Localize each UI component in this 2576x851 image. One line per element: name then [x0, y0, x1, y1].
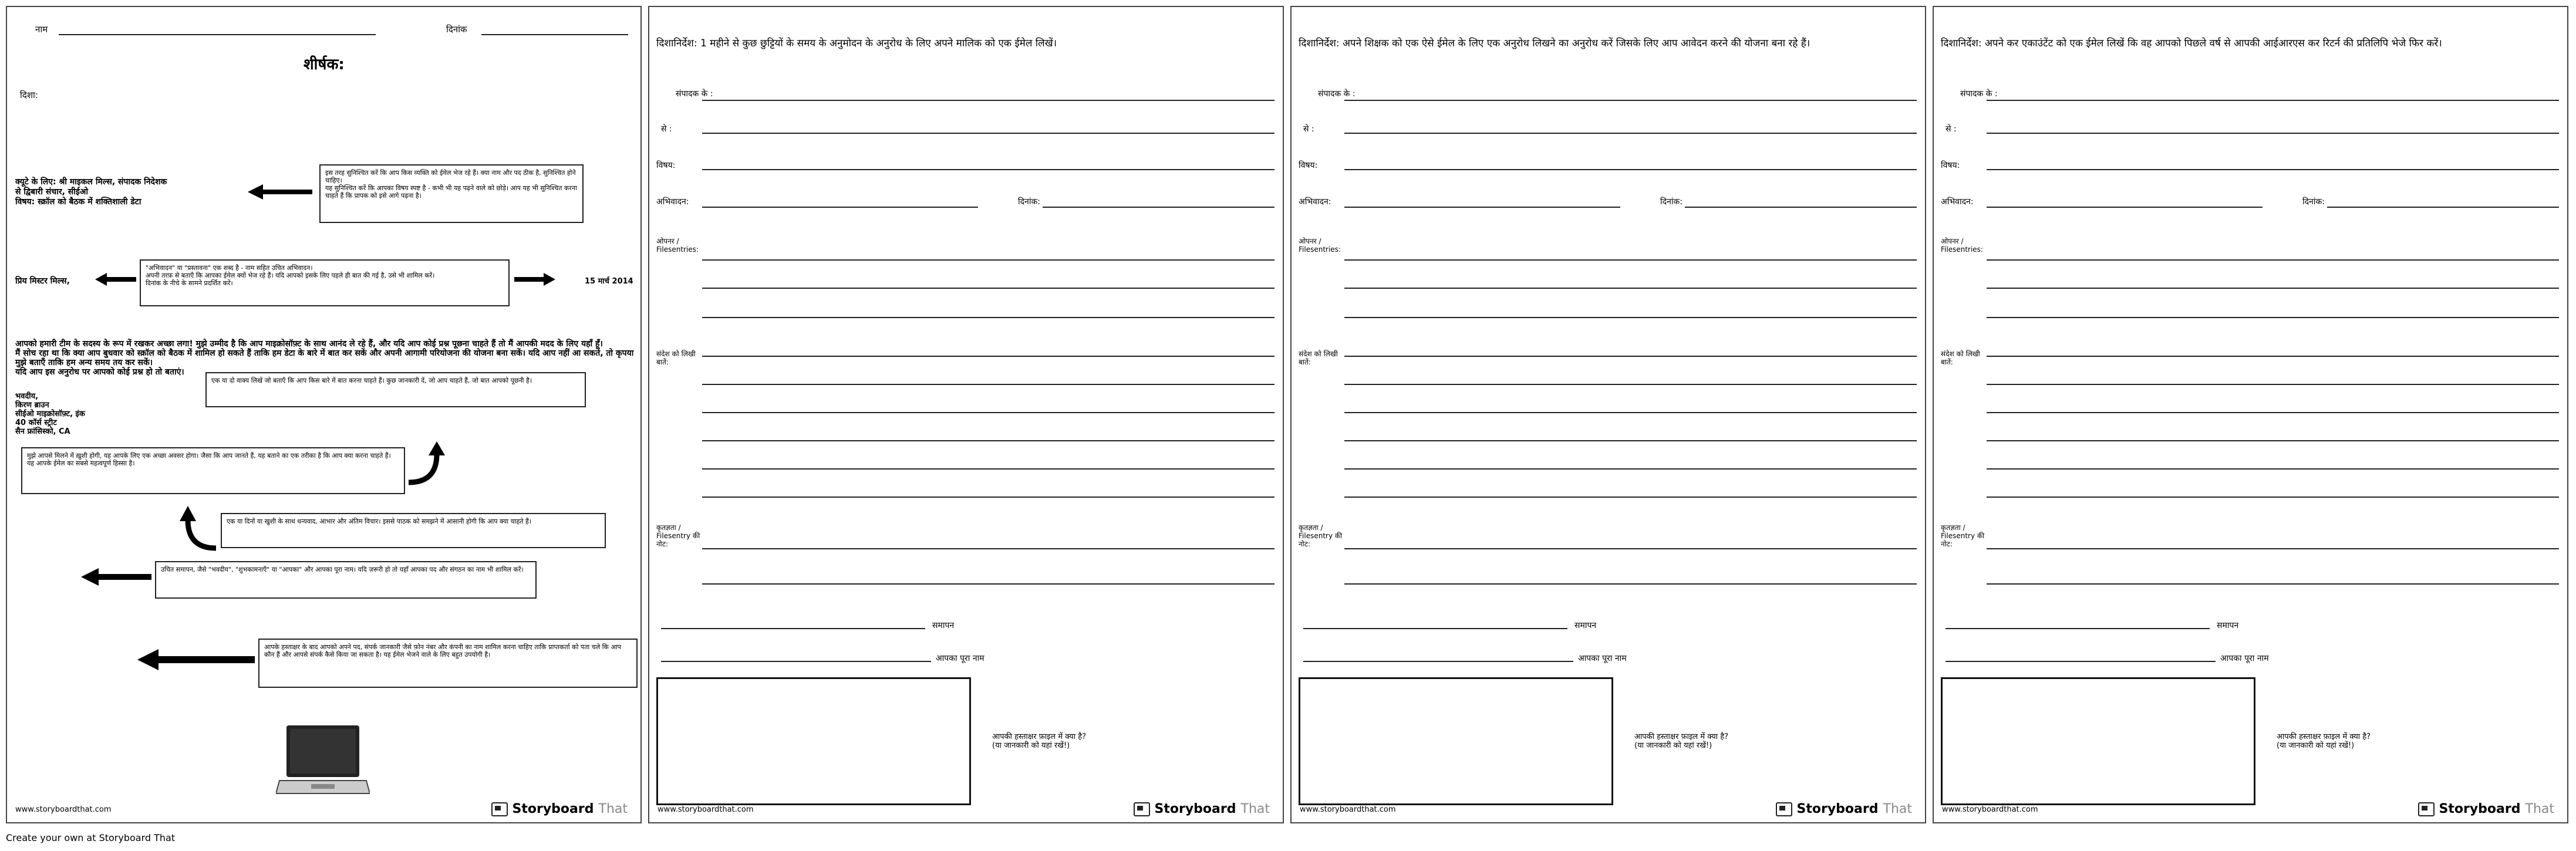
footer-url: www.storyboardthat.com: [1300, 805, 1396, 814]
note-main: मुझे आपसे मिलने में ख़ुशी होगी, यह आपके लिए एक अच्छा अवसर होगा। जैसा कि आप जानते हैं, यह बताने का एक तरीका है कि आप क्या करना चाहते हैं। यह आपके ईमेल का सबसे महत्वपूर्ण हिस्सा है।: [21, 447, 405, 494]
body-line-1[interactable]: [1344, 356, 1917, 357]
date-label: दिनांक: [446, 24, 467, 35]
body-line-6[interactable]: [702, 497, 1274, 498]
closing-label: कृतज्ञता / Filesentry की नोट:: [656, 524, 700, 548]
worksheet-direction: दिशानिर्देश: अपने कर एकाउंटेंट को एक ईमेल लिखें कि वह आपको पिछले वर्ष से आपकी आईआरएस कर रिटर्न की प्रतिलिपि भेजे फिर करें।: [1941, 38, 2442, 49]
opening-line-2[interactable]: [1344, 288, 1917, 289]
subject-line[interactable]: [702, 169, 1274, 170]
subject-label: विषय:: [1941, 161, 1960, 170]
opening-line-3[interactable]: [1987, 317, 2559, 318]
note-signature: आपके हस्ताक्षर के बाद आपको अपने पद, संपर्क जानकारी जैसे फ़ोन नंबर और कंपनी का नाम शामिल करना चाहिए ताकि प्राप्तकर्ता को पता चले कि आप कौन हैं और आपसे संपर्क कैसे किया जा सकता है। यह ईमेल भेजने वाले के लिए बहुत उपयोगी है।: [258, 639, 638, 688]
subject-line[interactable]: [1987, 169, 2559, 170]
to-label: संपादक के :: [1318, 89, 1356, 99]
date-label: दिनांक:: [1018, 197, 1040, 207]
body-line-2[interactable]: [702, 384, 1274, 385]
letter-closing: भवदीय, किरण ब्राउन सीईओ माइक्रोसॉफ़्ट, इंक 40 कॉर्स स्ट्रीट सैन फ्रांसिस्को, CA: [15, 392, 85, 436]
example-panel: [6, 6, 642, 823]
signature-box[interactable]: [656, 677, 971, 805]
from-line[interactable]: [702, 133, 1274, 134]
body-line-3[interactable]: [1987, 412, 2559, 413]
brand-story: Storyboard: [1154, 802, 1236, 816]
brand-that: That: [598, 802, 628, 816]
arrow-left-2: [95, 272, 136, 286]
note-salutation: "अभिवादन" या "प्रस्तावना" एक शब्द है - नाम सहित उचित अभिवादन। अपनी तरफ़ से बताएँ कि आपका ईमेल क्यों भेज रहे हैं। यदि आपको इसके लिए पहले ही बात की गई है, उसे भी शामिल करें। दिनांक के नीचे के सामने प्रदर्शित करें।: [140, 259, 510, 306]
signoff-label: समापन: [1574, 621, 1597, 630]
date-label: दिनांक:: [1660, 197, 1683, 207]
brand-story: Storyboard: [2439, 802, 2521, 816]
body-line-4[interactable]: [1987, 440, 2559, 441]
to-line[interactable]: [1987, 100, 2559, 101]
body-line-5[interactable]: [1344, 468, 1917, 470]
body-line-2[interactable]: [1344, 384, 1917, 385]
sender-block: क्यूटे के लिए: श्री माइकल मिल्स, संपादक निदेशक से द्विबारी संचार, सीईओ विषय: स्क्रॉल को बैठक में शक्तिशाली डेटा: [15, 177, 167, 207]
to-label: संपादक के :: [676, 89, 713, 99]
footer-url: www.storyboardthat.com: [658, 805, 754, 814]
subject-label: विषय:: [1299, 161, 1318, 170]
brand-logo: [1776, 802, 1912, 816]
opening-label: ओपनर / Filesentries:: [1941, 237, 1983, 254]
body-line-3[interactable]: [702, 412, 1274, 413]
closing-label: कृतज्ञता / Filesentry की नोट:: [1299, 524, 1343, 548]
page-footer: Create your own at Storyboard That: [6, 832, 176, 843]
signoff-line[interactable]: [1946, 628, 2210, 629]
storyboard-icon: [1776, 802, 1792, 816]
fullname-line[interactable]: [1303, 661, 1573, 662]
closing-line-2[interactable]: [1344, 583, 1917, 585]
opening-label: ओपनर / Filesentries:: [1299, 237, 1341, 254]
arrow-left-3: [81, 567, 151, 587]
date-label: दिनांक:: [2302, 197, 2325, 207]
from-label: से :: [1946, 124, 1957, 134]
worksheet-direction: दिशानिर्देश: अपने शिक्षक को एक ऐसे ईमेल के लिए एक अनुरोध लिखने का अनुरोध करें जिसके लिए आप आवेदन करने की योजना बना रहे हैं।: [1299, 38, 1810, 49]
worksheet-panel-1: [648, 6, 1284, 823]
from-label: से :: [661, 124, 672, 134]
body-label: संदेश को लिखी बातें:: [1941, 350, 1980, 366]
signature-question: आपकी हस्ताक्षर फ़ाइल में क्या है? (या जानकारी को यहां रखें!): [1634, 732, 1729, 750]
opening-line-1[interactable]: [702, 259, 1274, 261]
body-line-5[interactable]: [702, 468, 1274, 470]
brand-logo: [491, 802, 628, 816]
greeting-label: अभिवादन:: [656, 197, 689, 207]
name-label: नाम: [35, 24, 48, 35]
greeting-label: अभिवादन:: [1941, 197, 1974, 207]
fullname-line[interactable]: [1946, 661, 2216, 662]
page-title: शीर्षक:: [304, 56, 345, 73]
to-line[interactable]: [702, 100, 1274, 101]
closing-line-1[interactable]: [1344, 548, 1917, 549]
body-label: संदेश को लिखी बातें:: [656, 350, 696, 366]
salutation: प्रिय मिस्टर मिल्स,: [15, 276, 70, 286]
signature-box[interactable]: [1299, 677, 1613, 805]
body-line-4[interactable]: [1344, 440, 1917, 441]
opening-line-1[interactable]: [1344, 259, 1917, 261]
subject-label: विषय:: [656, 161, 676, 170]
body-line-3[interactable]: [1344, 412, 1917, 413]
body-line-5[interactable]: [1987, 468, 2559, 470]
greeting-line[interactable]: [1344, 207, 1620, 208]
closing-line-1[interactable]: [702, 548, 1274, 549]
fullname-line[interactable]: [661, 661, 931, 662]
to-label: संपादक के :: [1960, 89, 1998, 99]
letter-date: 15 मार्च 2014: [585, 277, 633, 286]
signature-question: आपकी हस्ताक्षर फ़ाइल में क्या है? (या जानकारी को यहां रखें!): [2277, 732, 2371, 750]
note-closing: उचित समापन, जैसे "भवदीय", "शुभकामनाएँ" या "आपका" और आपका पूरा नाम। यदि ज़रूरी हो तो यहाँ आपका पद और संगठन का नाम भी शामिल करें।: [155, 561, 537, 599]
brand-that: That: [1240, 802, 1270, 816]
closing-line-2[interactable]: [702, 583, 1274, 585]
storyboard-icon: [491, 802, 508, 816]
date-line[interactable]: [1685, 207, 1917, 208]
opening-line-3[interactable]: [1344, 317, 1917, 318]
direction-label: दिशा:: [20, 90, 38, 100]
opening-line-2[interactable]: [702, 288, 1274, 289]
greeting-line[interactable]: [702, 207, 978, 208]
brand-logo: [2418, 802, 2554, 816]
note-thanks: एक या दिनों या खुशी के साथ धन्यवाद, आभार और अंतिम विचार। इससे पाठक को समझने में आसानी होगी कि आप क्या चाहते हैं।: [221, 513, 606, 548]
body-line-2[interactable]: [1987, 384, 2559, 385]
body-line-1[interactable]: [702, 356, 1274, 357]
from-line[interactable]: [1344, 133, 1917, 134]
footer-url: www.storyboardthat.com: [1942, 805, 2038, 814]
closing-label: कृतज्ञता / Filesentry की नोट:: [1941, 524, 1985, 548]
opening-label: ओपनर / Filesentries:: [656, 237, 699, 254]
date-line: [481, 34, 628, 35]
greeting-label: अभिवादन:: [1299, 197, 1331, 207]
closing-line-2[interactable]: [1987, 583, 2559, 585]
storyboard-icon: [1134, 802, 1150, 816]
arrow-curve-up-2: [177, 506, 218, 553]
opening-line-2[interactable]: [1987, 288, 2559, 289]
date-line[interactable]: [1043, 207, 1274, 208]
opening-line-3[interactable]: [702, 317, 1274, 318]
worksheet-panel-3: [1933, 6, 2568, 823]
body-line-6[interactable]: [1987, 497, 2559, 498]
arrow-left-4: [137, 648, 255, 671]
from-label: से :: [1303, 124, 1314, 134]
signoff-label: समापन: [932, 621, 955, 630]
from-line[interactable]: [1987, 133, 2559, 134]
closing-line-1[interactable]: [1987, 548, 2559, 549]
note-recipient: इस तरह सुनिश्चित करें कि आप किस व्यक्ति को ईमेल भेज रहे हैं। क्या नाम और पद ठीक है, सुनिश्चित होने चाहिए। यह सुनिश्चित करें कि आपका विषय स्पष्ट है - कभी भी यह पढ़ने वाले को छोड़े। आप यह भी सुनिश्चित करना चाहते हैं कि प्रापक को इसे आगे पढ़ना है।: [319, 164, 584, 223]
fullname-label: आपका पूरा नाम: [1578, 654, 1627, 663]
arrow-right-1: [514, 272, 555, 286]
body-line-6[interactable]: [1344, 497, 1917, 498]
note-body: एक या दो वाक्य लिखें जो बताएँ कि आप किस बारे में बात करना चाहते हैं। कुछ जानकारी दें, जो आप चाहते हैं, जो बात आपको पूछनी है।: [205, 372, 586, 407]
brand-story: Storyboard: [512, 802, 594, 816]
arrow-curve-up-1: [406, 441, 447, 488]
body-line-1[interactable]: [1987, 356, 2559, 357]
arrow-left-1: [248, 183, 312, 201]
brand-that: That: [1883, 802, 1912, 816]
worksheet-direction: दिशानिर्देश: 1 महीने से कुछ छुट्टियों के समय के अनुमोदन के अनुरोध के लिए अपने मालिक को एक ईमेल लिखें।: [656, 38, 1057, 49]
to-line[interactable]: [1344, 100, 1917, 101]
brand-that: That: [2525, 802, 2554, 816]
body-line-4[interactable]: [702, 440, 1274, 441]
name-line: [59, 34, 376, 35]
subject-line[interactable]: [1344, 169, 1917, 170]
brand-logo: [1134, 802, 1270, 816]
signoff-line[interactable]: [661, 628, 925, 629]
signature-box[interactable]: [1941, 677, 2255, 805]
footer-url: www.storyboardthat.com: [15, 805, 112, 814]
letter-body: आपको हमारी टीम के सदस्य के रूप में रखकर अच्छा लगा! मुझे उम्मीद है कि आप माइक्रोसॉफ़्ट के साथ आनंद ले रहे हैं, और यदि आप कोई प्रश्न पूछना चाहते हैं तो मैं आपकी मदद के लिए यहाँ हूँ। मैं सोच रहा था कि क्या आप बुधवार को स्क्रॉल को बैठक में शामिल हो सकते हैं ताकि हम डेटा के बारे में बात कर सकें और अपनी आगामी परियोजना की योजना बना सकें। यदि आप नहीं आ सकते, तो कृपया मुझे बताएँ ताकि हम अन्य समय तय कर सकें। यदि आप इस अनुरोध पर आपको कोई प्रश्न हो तो बताएं।: [15, 339, 634, 377]
date-line[interactable]: [2327, 207, 2559, 208]
opening-line-1[interactable]: [1987, 259, 2559, 261]
body-label: संदेश को लिखी बातें:: [1299, 350, 1338, 366]
worksheet-panel-2: [1290, 6, 1926, 823]
signature-question: आपकी हस्ताक्षर फ़ाइल में क्या है? (या जानकारी को यहां रखें!): [992, 732, 1087, 750]
signoff-label: समापन: [2217, 621, 2239, 630]
greeting-line[interactable]: [1987, 207, 2263, 208]
signoff-line[interactable]: [1303, 628, 1567, 629]
storyboard-icon: [2418, 802, 2435, 816]
brand-story: Storyboard: [1796, 802, 1879, 816]
fullname-label: आपका पूरा नाम: [2220, 654, 2269, 663]
fullname-label: आपका पूरा नाम: [936, 654, 984, 663]
laptop-icon: [276, 723, 370, 805]
